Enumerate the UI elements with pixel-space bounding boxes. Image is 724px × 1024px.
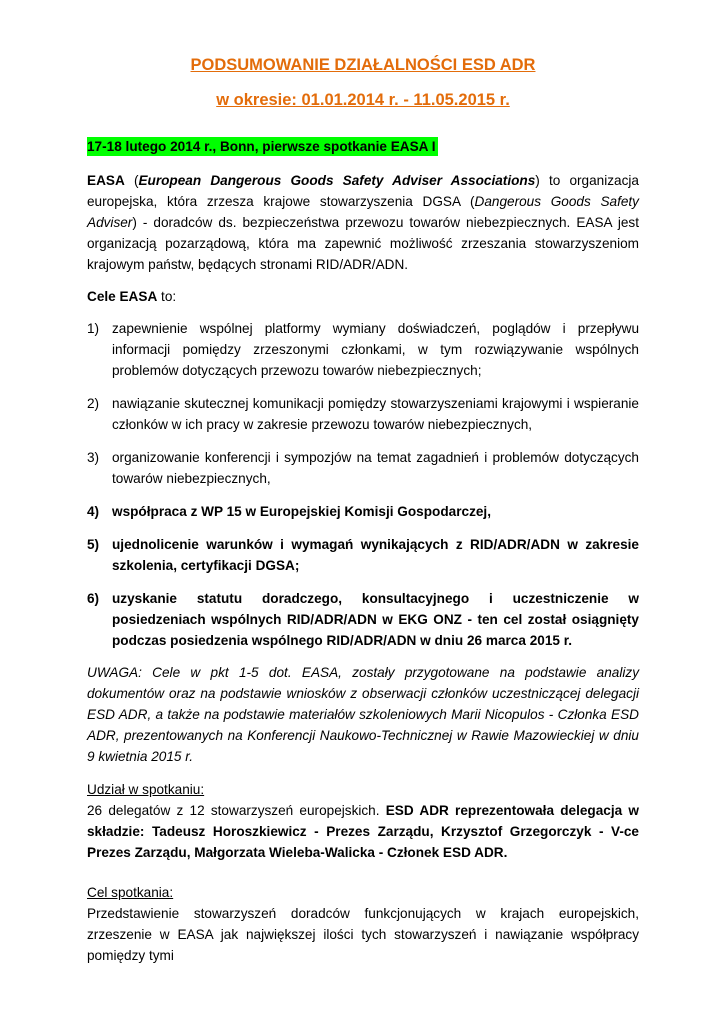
intro-text-2: ) - doradców ds. bezpieczeństwa przewozu towarów niebezpiecznych. EASA jest organizacją pozarządową, która ma zapewnić możliwość zrzeszania stowarzyszeniom krajowym państw, będących stronami RID/ADR/ADN. <box>87 215 639 272</box>
list-item <box>87 588 639 651</box>
goals-list <box>87 318 639 651</box>
goals-heading-rest: to: <box>157 289 177 304</box>
list-item-number: 3) <box>87 450 100 465</box>
aim-paragraph: Przedstawienie stowarzyszeń doradców funkcjonujących w krajach europejskich, zrzeszenie w EASA jak największej ilości tych stowarzyszeń i nawiązanie współpracy pomiędzy tymi <box>87 906 639 963</box>
list-item-text: zapewnienie wspólnej platformy wymiany doświadczeń, poglądów i przepływu informacji pomiędzy zrzeszonymi członkami, w tym rozwiązywanie wspólnych problemów dotyczących przewozu towarów niebezpiecznych; <box>112 321 639 378</box>
list-item <box>87 534 639 576</box>
list-item-number: 2) <box>87 396 100 411</box>
participation-paragraph <box>87 800 639 863</box>
intro-text-1: ) to organizacja europejska, która zrzesza krajowe stowarzyszenia DGSA ( <box>87 173 639 209</box>
participation-text: 26 delegatów z 12 stowarzyszeń europejskich. <box>87 803 386 818</box>
note-paragraph: UWAGA: Cele w pkt 1-5 dot. EASA, zostały przygotowane na podstawie analizy dokumentów oraz na podstawie wniosków z obserwacji członków uczestniczącej delegacji ESD ADR, a także na podstawie materiałów szkoleniowych Marii Nicopulos - Członka ESD ADR, prezentowanych na Konferencji Naukowo-Technicznej w Rawie Mazowieckiej w dniu 9 kwietnia 2015 r. <box>87 665 639 764</box>
list-item-number: 1) <box>87 321 100 336</box>
participation-heading <box>87 779 639 800</box>
easa-abbr: EASA <box>87 173 125 188</box>
list-item-number: 5) <box>87 537 100 552</box>
participation-delegation: ESD ADR reprezentowała delegacja w składzie: Tadeusz Horoszkiewicz - Prezes Zarządu, Krzysztof Grzegorczyk - V-ce Prezes Zarządu, Małgorzata Wieleba-Walicka - Członek ESD ADR. <box>87 803 639 860</box>
document-page <box>87 50 639 966</box>
meeting-heading: 17-18 lutego 2014 r., Bonn, pierwsze spotkanie EASA I <box>87 139 436 154</box>
aim-heading-label: Cel spotkania: <box>87 885 174 900</box>
goals-heading <box>87 286 639 307</box>
participation-heading-label: Udział w spotkaniu: <box>87 782 205 797</box>
list-item-text: ujednolicenie warunków i wymagań wynikających z RID/ADR/ADN w zakresie szkolenia, certyfikacji DGSA; <box>112 537 639 573</box>
list-item-text: nawiązanie skutecznej komunikacji pomiędzy stowarzyszeniami krajowymi i wspieranie członków w ich pracy w zakresie przewozu towarów niebezpiecznych, <box>112 396 639 432</box>
dgsa-full-name: Dangerous Goods Safety Adviser <box>87 194 639 230</box>
list-item <box>87 393 639 435</box>
list-item <box>87 447 639 489</box>
list-item-text: uzyskanie statutu doradczego, konsultacyjnego i uczestniczenie w posiedzeniach wspólnych RID/ADR/ADN w EKG ONZ - ten cel został osiągnięty podczas posiedzenia wspólnego RID/ADR/ADN w dniu 26 marca 2015 r. <box>112 591 639 648</box>
easa-full-name: European Dangerous Goods Safety Adviser Associations <box>138 173 536 188</box>
aim-heading <box>87 882 639 903</box>
list-item <box>87 501 639 522</box>
list-item-number: 6) <box>87 591 100 606</box>
intro-open-paren: ( <box>124 173 139 188</box>
intro-paragraph <box>87 170 639 275</box>
list-item <box>87 318 639 381</box>
document-title: PODSUMOWANIE DZIAŁALNOŚCI ESD ADR <box>190 56 536 74</box>
list-item-text: organizowanie konferencji i sympozjów na temat zagadnień i problemów dotyczących towarów niebezpiecznych, <box>112 450 639 486</box>
list-item-number: 4) <box>87 504 100 519</box>
document-period: w okresie: 01.01.2014 r. - 11.05.2015 r. <box>216 91 510 109</box>
list-item-text: współpraca z WP 15 w Europejskiej Komisji Gospodarczej, <box>112 504 491 519</box>
goals-heading-bold: Cele EASA <box>87 289 158 304</box>
